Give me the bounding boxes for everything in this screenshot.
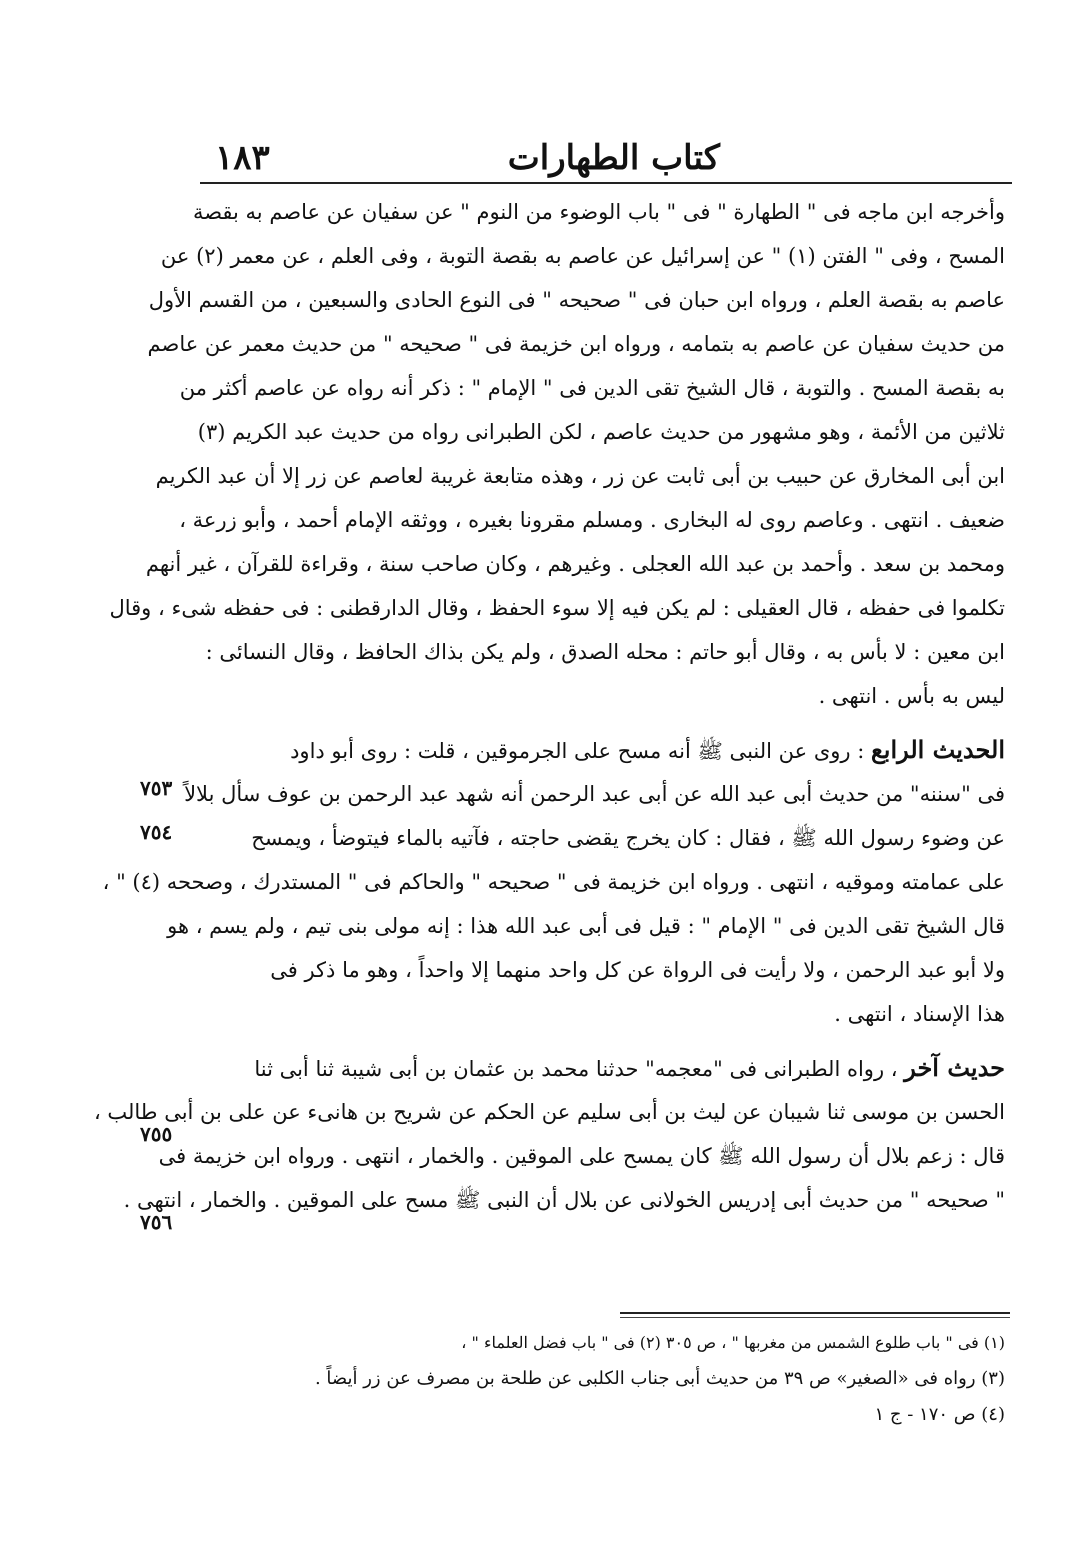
text-line: وأخرجه ابن ماجه فى " الطهارة " فى " باب الوضوء من النوم " عن سفيان عن عاصم به بقصة [192,200,1005,224]
text-line: فى "سننه" من حديث أبى عبد الله عن أبى عبد الرحمن أنه شهد عبد الرحمن بن عوف سأل بلالاً [184,782,1005,806]
text-line: ليس به بأس . انتهى . [818,684,1005,708]
footnote: (٤) ص ١٧٠ - ج ١ [874,1404,1005,1425]
text-line: هذا الإسناد ، انتهى . [834,1002,1005,1026]
text-line: تكلموا فى حفظه ، قال العقيلى : لم يكن فيه إلا سوء الحفظ ، وقال الدارقطنى : فى حفظه شىء ، وقال [109,596,1005,620]
text-line: ثلاثين من الأئمة ، وهو مشهور من حديث عاصم ، لكن الطبرانى رواه من حديث عبد الكريم (٣) [197,420,1005,444]
text-line: عن وضوء رسول الله ﷺ ، فقال : كان يخرج يقضى حاجته ، فآتيه بالماء فيتوضأ ، ويمسح [251,826,1005,850]
text-line: ابن معين : لا بأس به ، وقال أبو حاتم : محله الصدق ، ولم يكن بذاك الحافظ ، وقال النسائى : [205,640,1005,664]
text-line: ضعيف . انتهى . وعاصم روى له البخارى . ومسلم مقرونا بغيره ، ووثقه الإمام أحمد ، وأبو زرعة ، [179,508,1005,532]
book-title: كتاب الطهارات [507,138,720,178]
hadith-heading: حديث آخر [904,1053,1005,1082]
footnote-divider [620,1312,1010,1314]
text-run: ، رواه الطبرانى فى "معجمه" حدثنا محمد بن عثمان بن أبى شيبة ثنا أبى ثنا [254,1057,905,1081]
paragraph [109,190,1005,718]
header-divider [200,182,1012,184]
text-line: عاصم به بقصة العلم ، ورواه ابن حبان فى " صحيحه " فى النوع الحادى والسبعين ، من القسم الأول [148,288,1005,312]
text-line [190,1046,1005,1090]
text-line: به بقصة المسح . والتوبة ، قال الشيخ تقى الدين فى " الإمام " : ذكر أنه رواه عن عاصم أكثر من [179,376,1005,400]
text-line: ولا أبو عبد الرحمن ، ولا رأيت فى الرواة عن كل واحد منهما إلا واحداً ، وهو ما ذكر فى [270,958,1005,982]
text-line: على عمامته وموقيه ، انتهى . ورواه ابن خزيمة فى " صحيحه " والحاكم فى " المستدرك ، وصححه (٤) " ، [102,870,1005,894]
text-line: المسح ، وفى " الفتن (١) " عن إسرائيل عن عاصم به بقصة التوبة ، وفى العلم ، عن معمر (٢) عن [160,244,1005,268]
text-line: قال : زعم بلال أن رسول الله ﷺ كان يمسح على الموقين . والخمار ، انتهى . ورواه ابن خزيمة فى [158,1144,1005,1168]
hadith-number: ٧٥٥ [140,1122,173,1146]
page-number: ١٨٣ [215,138,270,178]
text-line: من حديث سفيان عن عاصم به بتمامه ، ورواه ابن خزيمة فى " صحيحه " من حديث معمر عن عاصم [147,332,1005,356]
footnote: (١) فى " باب طلوع الشمس من مغربها " ، ص ٣٠٥ (٢) فى " باب فضل العلماء " ، [461,1333,1005,1352]
hadith-number: ٧٥٣ [140,776,173,800]
hadith-heading: الحديث الرابع [870,735,1005,764]
page-header [215,118,1005,178]
hadith-number: ٧٥٦ [140,1210,173,1234]
text-line: " صحيحه " من حديث أبى إدريس الخولانى عن بلال أن النبى ﷺ مسح على الموقين . والخمار ، انتهى . [123,1188,1005,1212]
text-line [190,728,1005,772]
text-run: : روى عن النبى ﷺ أنه مسح على الجرموقين ، قلت : روى أبو داود [290,739,871,763]
hadith-number: ٧٥٤ [140,820,173,844]
text-line: قال الشيخ تقى الدين فى " الإمام " : قيل فى أبى عبد الله هذا : إنه مولى بنى تيم ، ولم يسم ، هو [167,914,1005,938]
footnote-divider [620,1317,1010,1318]
footnote: (٣) رواه فى «الصغير» ص ٣٩ من حديث أبى جناب الكلبى عن طلحة بن مصرف عن زر أيضاً . [314,1368,1005,1389]
text-line: الحسن بن موسى ثنا شيبان عن ليث بن أبى سليم عن الحكم عن شريح بن هانىء عن على بن أبى طالب ، [93,1100,1005,1124]
text-line: ومحمد بن سعد . وأحمد بن عبد الله العجلى . وغيرهم ، وكان صاحب سنة ، وقراءة للقرآن ، غير أنهم [145,552,1005,576]
footnotes [200,1325,1005,1433]
text-line: ابن أبى المخارق عن حبيب بن أبى ثابت عن زر ، وهذه متابعة غريبة لعاصم عن زر إلا أن عبد الكريم [155,464,1005,488]
